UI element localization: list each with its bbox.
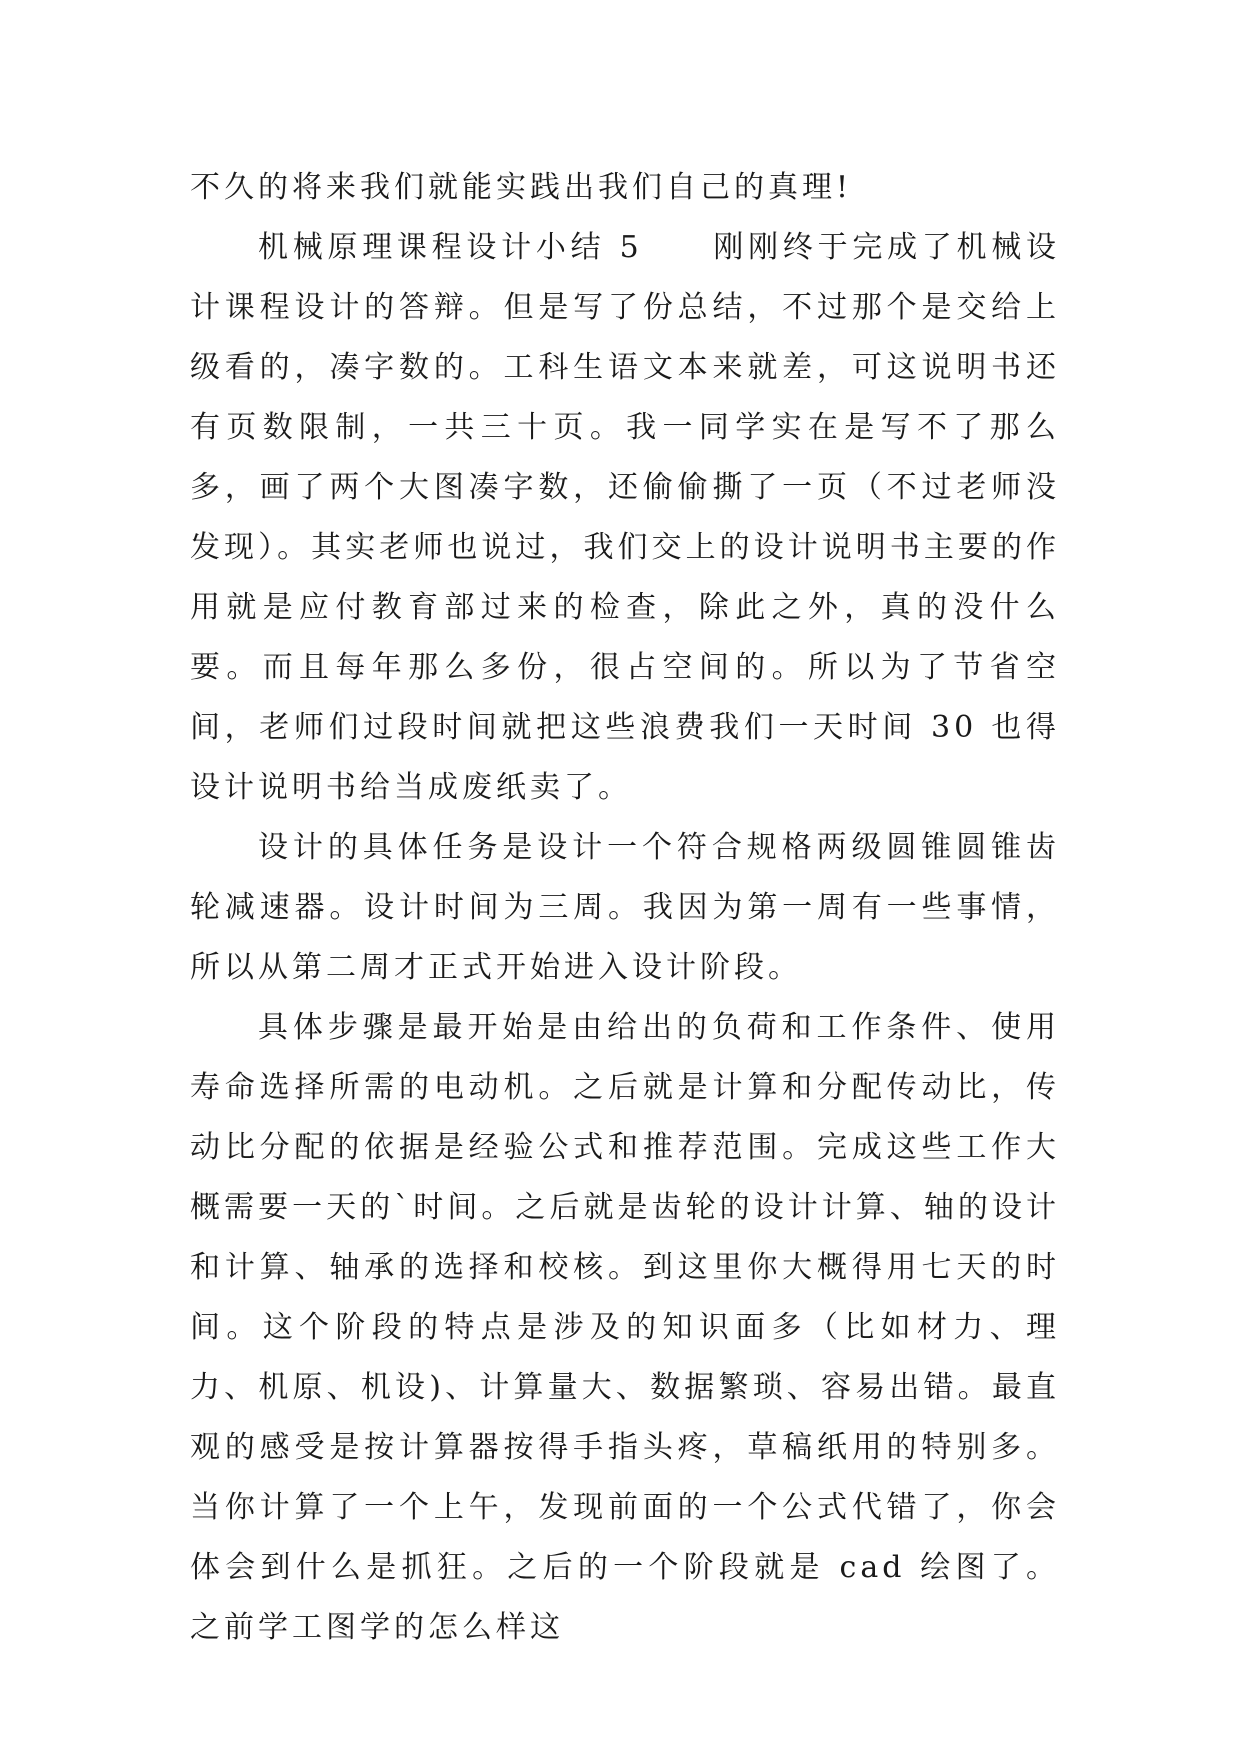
section-heading: 机械原理课程设计小结 5: [258, 230, 643, 265]
document-page: [190, 158, 1060, 1658]
paragraph-summary-5-body: 刚刚终于完成了机械设计课程设计的答辩。但是写了份总结，不过那个是交给上级看的，凑字数的。工科生语文本来就差，可这说明书还有页数限制，一共三十页。我一同学实在是写不了那么多，画了两个大图凑字数，还偷偷撕了一页（不过老师没发现）。其实老师也说过，我们交上的设计说明书主要的作用就是应付教育部过来的检查，除此之外，真的没什么要。而且每年那么多份，很占空间的。所以为了节省空间，老师们过段时间就把这些浪费我们一天时间 30 也得设计说明书给当成废纸卖了。: [190, 230, 1061, 805]
paragraph-summary-5: [190, 218, 1060, 818]
paragraph-closing-line: 不久的将来我们就能实践出我们自己的真理!: [190, 170, 853, 205]
paragraph-design-steps: 具体步骤是最开始是由给出的负荷和工作条件、使用寿命选择所需的电动机。之后就是计算和分配传动比，传动比分配的依据是经验公式和推荐范围。完成这些工作大概需要一天的`时间。之后就是齿轮的设计计算、轴的设计和计算、轴承的选择和校核。到这里你大概得用七天的时间。这个阶段的特点是涉及的知识面多（比如材力、理力、机原、机设)、计算量大、数据繁琐、容易出错。最直观的感受是按计算器按得手指头疼，草稿纸用的特别多。当你计算了一个上午，发现前面的一个公式代错了，你会体会到什么是抓狂。之后的一个阶段就是 cad 绘图了。之前学工图学的怎么样这: [190, 1010, 1060, 1645]
paragraph-design-task: 设计的具体任务是设计一个符合规格两级圆锥圆锥齿轮减速器。设计时间为三周。我因为第一周有一些事情，所以从第二周才正式开始进入设计阶段。: [190, 830, 1060, 985]
